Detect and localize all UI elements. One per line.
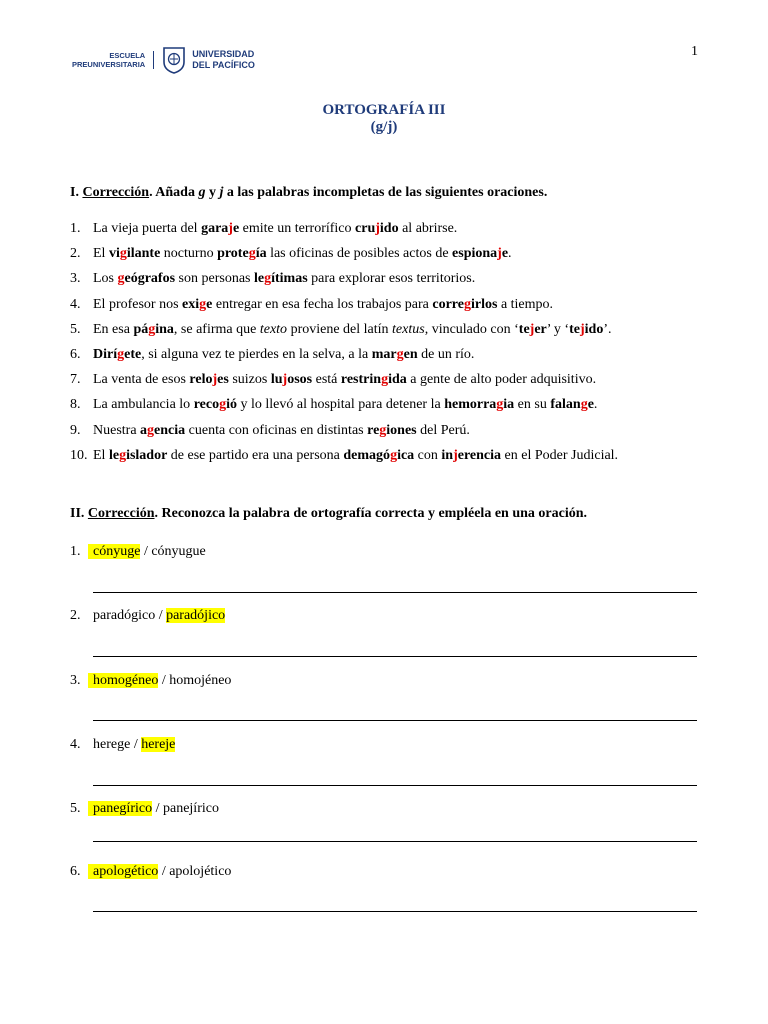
- word-choice-item: [70, 673, 231, 689]
- sentence-fragment: para explorar esos territorios.: [307, 271, 476, 287]
- answer-line[interactable]: [93, 656, 697, 657]
- target-word-part: encia: [154, 422, 186, 438]
- university-seal-icon: [162, 46, 186, 74]
- highlighted-letter: g: [199, 296, 207, 312]
- sentence-item: [70, 269, 710, 294]
- highlighted-letter: j: [453, 447, 458, 463]
- sentence-fragment: El: [93, 447, 109, 463]
- sentence-fragment: El: [93, 246, 109, 262]
- highlighted-letter: g: [148, 321, 156, 337]
- target-word-part: te: [518, 321, 530, 337]
- sentence-text: [93, 244, 512, 269]
- correct-word: homogéneo: [88, 673, 158, 688]
- incorrect-word: apolojético: [169, 864, 232, 879]
- incorrect-word: paradógico: [93, 608, 156, 623]
- sentence-fragment: La ambulancia lo: [93, 397, 194, 413]
- item-number: 4.: [70, 737, 81, 752]
- word-choice-item: [70, 864, 231, 880]
- correct-word: hereje: [141, 737, 176, 752]
- sentence-number: 5.: [70, 321, 81, 337]
- target-word-part: ina: [155, 321, 174, 337]
- sentence-fragment: del Perú.: [416, 422, 470, 438]
- sentence-fragment: en el Poder Judicial.: [501, 447, 619, 463]
- target-word-part: ica: [397, 447, 415, 463]
- highlighted-letter: g: [381, 372, 389, 388]
- highlighted-letter: j: [497, 246, 502, 262]
- sentence-fragment: está: [312, 372, 341, 388]
- highlighted-letter: g: [117, 271, 125, 287]
- target-word-part: eógrafos: [124, 271, 176, 287]
- word-separator: /: [158, 864, 170, 879]
- sentence-fragment: ’.: [603, 321, 612, 337]
- item-number: 1.: [70, 544, 81, 559]
- target-word-part: restrin: [340, 372, 382, 388]
- answer-line[interactable]: [93, 911, 697, 912]
- sentence-fragment: emite un terrorífico: [239, 221, 356, 236]
- sentence-fragment: a gente de alto poder adquisitivo.: [406, 372, 597, 388]
- logo-university-name: UNIVERSIDAD DEL PACÍFICO: [192, 49, 255, 70]
- word-choice-item: [70, 544, 206, 560]
- sentence-fragment: con: [414, 447, 442, 463]
- sentence-fragment: de un río.: [417, 346, 475, 362]
- sentence-list: [70, 219, 710, 471]
- target-word-part: es: [217, 372, 229, 388]
- sentence-text: [93, 345, 474, 370]
- sentence-text: [93, 320, 612, 345]
- correct-word: panegírico: [88, 801, 152, 816]
- sentence-number: 10.: [70, 447, 88, 463]
- sentence-fragment: Nuestra: [93, 422, 141, 438]
- highlighted-letter: g: [147, 422, 155, 438]
- sentence-number: 7.: [70, 372, 81, 388]
- highlighted-letter: j: [228, 221, 233, 236]
- target-word-part: hemorra: [444, 397, 497, 413]
- sentence-number: 2.: [70, 246, 81, 262]
- target-word-part: en: [403, 346, 418, 362]
- correct-word: paradójico: [166, 608, 226, 623]
- sentence-item: [70, 421, 710, 446]
- word-separator: /: [130, 737, 142, 752]
- target-word-part: reco: [193, 397, 220, 413]
- highlighted-letter: g: [379, 422, 387, 438]
- answer-line[interactable]: [93, 592, 697, 593]
- sentence-fragment: nocturno: [160, 246, 218, 262]
- word-choice-item: [70, 801, 219, 817]
- document-title: [0, 102, 768, 136]
- sentence-item: [70, 395, 710, 420]
- target-word-part: ía: [255, 246, 267, 262]
- target-word-part: osos: [287, 372, 313, 388]
- target-word-part: e: [232, 221, 240, 236]
- word-separator: /: [158, 673, 170, 688]
- target-word-part: e: [501, 246, 509, 262]
- target-word-part: Dirí: [93, 346, 118, 362]
- sentence-fragment: cuenta con oficinas en distintas: [185, 422, 368, 438]
- sentence-fragment: texto: [259, 321, 288, 337]
- target-word-part: in: [441, 447, 454, 463]
- sentence-fragment: al abrirse.: [398, 221, 458, 236]
- target-word-part: iones: [386, 422, 417, 438]
- word-separator: /: [140, 544, 152, 559]
- sentence-fragment: y lo llevó al hospital para detener la: [236, 397, 445, 413]
- correct-word: apologético: [88, 864, 158, 879]
- target-word-part: corre: [432, 296, 464, 312]
- sentence-number: 1.: [70, 221, 81, 236]
- section-2-heading: II. Corrección. Reconozca la palabra de ortografía correcta y empléela en una oración.: [70, 506, 587, 521]
- target-word-part: ido: [584, 321, 604, 337]
- sentence-fragment: , vinculado con ‘: [424, 321, 519, 337]
- incorrect-word: panejírico: [162, 801, 219, 816]
- word-separator: /: [152, 801, 163, 816]
- logo-school-name: ESCUELA PREUNIVERSITARIA: [72, 51, 154, 69]
- sentence-item: [70, 244, 710, 269]
- item-number: 5.: [70, 801, 81, 816]
- sentence-fragment: .: [508, 246, 512, 262]
- sentence-fragment: son personas: [175, 271, 254, 287]
- answer-line[interactable]: [93, 720, 697, 721]
- highlighted-letter: j: [529, 321, 535, 337]
- target-word-part: a: [140, 422, 148, 438]
- target-word-part: le: [253, 271, 265, 287]
- sentence-fragment: textus: [392, 321, 425, 337]
- item-number: 2.: [70, 608, 81, 623]
- answer-line[interactable]: [93, 785, 697, 786]
- sentence-item: [70, 370, 710, 395]
- highlighted-letter: g: [119, 246, 127, 262]
- highlighted-letter: j: [375, 221, 380, 236]
- sentence-fragment: en su: [514, 397, 551, 413]
- item-number: 3.: [70, 673, 81, 688]
- highlighted-letter: j: [579, 321, 585, 337]
- target-word-part: gara: [201, 221, 229, 236]
- answer-line[interactable]: [93, 841, 697, 842]
- highlighted-letter: g: [396, 346, 404, 362]
- sentence-fragment: Los: [93, 271, 118, 287]
- target-word-part: islador: [126, 447, 168, 463]
- sentence-number: 3.: [70, 271, 81, 287]
- section-1-heading: I. Corrección. Añada g y j a las palabras incompletas de las siguientes oraciones.: [70, 185, 548, 200]
- sentence-fragment: proviene del latín: [287, 321, 393, 337]
- sentence-item: [70, 446, 710, 471]
- highlighted-letter: g: [119, 447, 127, 463]
- sentence-text: [93, 446, 618, 471]
- target-word-part: ilante: [126, 246, 161, 262]
- sentence-fragment: de ese partido era una persona: [167, 447, 344, 463]
- highlighted-letter: j: [212, 372, 218, 388]
- target-word-part: vi: [108, 246, 120, 262]
- word-separator: /: [155, 608, 167, 623]
- highlighted-letter: g: [463, 296, 471, 312]
- sentence-fragment: las oficinas de posibles actos de: [266, 246, 453, 262]
- section-2-label: Corrección: [87, 506, 155, 521]
- target-word-part: lu: [270, 372, 283, 388]
- target-word-part: ido: [379, 221, 399, 236]
- incorrect-word: homojéneo: [169, 673, 232, 688]
- sentence-text: [93, 219, 457, 244]
- target-word-part: e: [206, 296, 213, 312]
- page-number: 1: [691, 44, 698, 59]
- target-word-part: cru: [355, 221, 376, 236]
- sentence-fragment: En esa: [93, 321, 134, 337]
- highlighted-letter: j: [282, 372, 288, 388]
- target-word-part: ítimas: [271, 271, 308, 287]
- target-word-part: te: [569, 321, 580, 337]
- target-word-part: falan: [550, 397, 581, 413]
- sentence-fragment: La vieja puerta del: [93, 221, 202, 236]
- target-word-part: ia: [503, 397, 515, 413]
- target-word-part: mar: [371, 346, 397, 362]
- sentence-text: [93, 421, 470, 446]
- correct-word: cónyuge: [88, 544, 140, 559]
- target-word-part: e: [587, 397, 594, 413]
- target-word-part: ida: [388, 372, 407, 388]
- incorrect-word: cónyugue: [151, 544, 206, 559]
- institution-logo: [72, 46, 255, 74]
- section-1-label: Corrección: [82, 185, 150, 200]
- target-word-part: le: [108, 447, 120, 463]
- sentence-fragment: a tiempo.: [497, 296, 554, 312]
- target-word-part: espiona: [452, 246, 498, 262]
- target-word-part: irlos: [470, 296, 498, 312]
- sentence-number: 8.: [70, 397, 81, 413]
- highlighted-letter: g: [117, 346, 125, 362]
- sentence-item: [70, 345, 710, 370]
- sentence-number: 9.: [70, 422, 81, 438]
- highlighted-letter: g: [580, 397, 588, 413]
- sentence-text: [93, 370, 596, 395]
- sentence-fragment: ’ y ‘: [546, 321, 570, 337]
- sentence-fragment: El profesor nos: [93, 296, 183, 312]
- target-word-part: relo: [189, 372, 213, 388]
- target-word-part: ete: [124, 346, 142, 362]
- sentence-number: 4.: [70, 296, 81, 312]
- sentence-item: [70, 320, 710, 345]
- target-word-part: demagó: [343, 447, 391, 463]
- highlighted-letter: g: [496, 397, 504, 413]
- item-number: 6.: [70, 864, 81, 879]
- sentence-fragment: La venta de esos: [93, 372, 190, 388]
- target-word-part: pá: [133, 321, 149, 337]
- target-word-part: prote: [217, 246, 249, 262]
- sentence-number: 6.: [70, 346, 81, 362]
- sentence-item: [70, 219, 710, 244]
- target-word-part: re: [367, 422, 380, 438]
- highlighted-letter: g: [219, 397, 227, 413]
- sentence-item: [70, 295, 710, 320]
- sentence-text: [93, 295, 553, 320]
- highlighted-letter: g: [264, 271, 272, 287]
- highlighted-letter: g: [248, 246, 256, 262]
- title-subtitle: (g/j): [370, 119, 398, 135]
- word-choice-item: [70, 737, 175, 753]
- sentence-fragment: .: [593, 397, 598, 413]
- sentence-fragment: , si alguna vez te pierdes en la selva, a la: [141, 346, 372, 362]
- target-word-part: erencia: [457, 447, 502, 463]
- highlighted-letter: g: [390, 447, 398, 463]
- sentence-fragment: , se afirma que: [173, 321, 260, 337]
- word-choice-item: [70, 608, 225, 624]
- incorrect-word: herege: [93, 737, 131, 752]
- sentence-text: [93, 395, 597, 420]
- target-word-part: ió: [226, 397, 237, 413]
- sentence-fragment: suizos: [228, 372, 271, 388]
- target-word-part: er: [534, 321, 547, 337]
- target-word-part: exi: [182, 296, 200, 312]
- sentence-fragment: entregar en esa fecha los trabajos para: [212, 296, 433, 312]
- title-main: ORTOGRAFÍA III: [322, 102, 446, 118]
- sentence-text: [93, 269, 475, 294]
